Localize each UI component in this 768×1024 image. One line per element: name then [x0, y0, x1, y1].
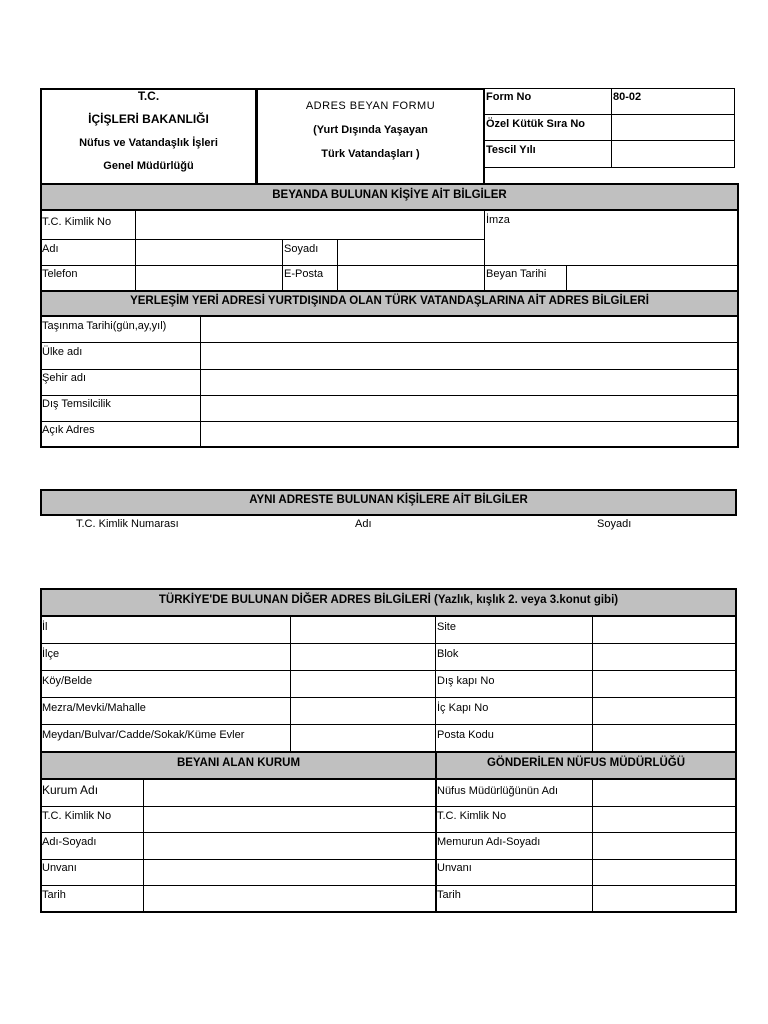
same-address-col-tc: T.C. Kimlik Numarası [76, 518, 179, 530]
turkey-address-section-title: TÜRKİYE'DE BULUNAN DİĞER ADRES BİLGİLERİ (Yazlık, kışlık 2. veya 3.konut gibi) [40, 588, 737, 617]
outer-door-field[interactable] [594, 672, 735, 696]
date-field[interactable] [568, 267, 736, 290]
turkey-right-row-outer-door: Dış kapı No [437, 675, 495, 687]
ministry-line3: Nüfus ve Vatandaşlık İşleri [79, 137, 218, 149]
office-name-field[interactable] [594, 781, 735, 805]
form-subtitle-line2: Türk Vatandaşları ) [321, 148, 420, 160]
phone-label: Telefon [42, 268, 78, 280]
street-field[interactable] [292, 726, 434, 751]
officer-title-field[interactable] [594, 861, 735, 884]
turkey-left-row-village: Köy/Belde [42, 675, 93, 687]
ministry-line1: T.C. [137, 89, 160, 103]
turkey-right-row-inner-door: İç Kapı No [437, 702, 489, 714]
turkey-right-row-site: Site [437, 621, 456, 633]
neighborhood-field[interactable] [292, 699, 434, 723]
registry-label: Özel Kütük Sıra No [486, 118, 586, 130]
turkey-left-row-district: İlçe [42, 648, 60, 660]
declarant-section-title: BEYANDA BULUNAN KİŞİYE AİT BİLGİLER [40, 183, 739, 211]
receiving-left-row-tc: T.C. Kimlik No [42, 810, 112, 822]
receiving-left-title: BEYANI ALAN KURUM [40, 751, 437, 780]
village-field[interactable] [292, 672, 434, 696]
name-label: Adı [42, 243, 59, 255]
country-field[interactable] [202, 344, 736, 368]
consulate-field[interactable] [202, 397, 736, 420]
ministry-line4: Genel Müdürlüğü [103, 160, 194, 172]
receiving-title-field[interactable] [145, 861, 434, 884]
date-label: Beyan Tarihi [486, 268, 547, 280]
province-field[interactable] [292, 618, 434, 642]
abroad-row-consulate: Dış Temsilcilik [42, 398, 111, 410]
form-subtitle-line1: (Yurt Dışında Yaşayan [313, 124, 428, 136]
receiving-right-row-tc: T.C. Kimlik No [437, 810, 507, 822]
office-tc-field[interactable] [594, 808, 735, 831]
name-field[interactable] [137, 241, 281, 264]
receiving-left-row-title: Unvanı [42, 862, 77, 874]
signature-field[interactable] [486, 228, 736, 264]
registry-field[interactable] [612, 115, 734, 139]
institution-field[interactable] [145, 781, 434, 805]
receiving-left-row-name: Adı-Soyadı [42, 836, 97, 848]
turkey-left-row-neighborhood: Mezra/Mevki/Mahalle [42, 702, 146, 714]
receiving-right-title: GÖNDERİLEN NÜFUS MÜDÜRLÜĞÜ [435, 751, 737, 780]
registration-year-field[interactable] [612, 141, 734, 167]
signature-label: İmza [486, 214, 510, 226]
city-field[interactable] [202, 371, 736, 394]
office-date-field[interactable] [594, 887, 735, 911]
turkey-left-row-province: İl [42, 621, 48, 633]
turkey-left-row-street: Meydan/Bulvar/Cadde/Sokak/Küme Evler [42, 729, 245, 741]
receiving-tc-field[interactable] [145, 808, 434, 831]
receiving-date-field[interactable] [145, 887, 434, 911]
turkey-right-row-block: Blok [437, 648, 459, 660]
receiving-right-row-title: Unvanı [437, 862, 472, 874]
receiving-right-row-office: Nüfus Müdürlüğünün Adı [437, 785, 559, 797]
form-no-value: 80-02 [613, 91, 642, 103]
postal-code-field[interactable] [594, 726, 735, 751]
email-label: E-Posta [284, 268, 324, 280]
abroad-row-city: Şehir adı [42, 372, 87, 384]
same-address-col-surname: Soyadı [597, 518, 632, 530]
block-field[interactable] [594, 645, 735, 669]
tc-label: T.C. Kimlik No [42, 216, 112, 228]
tc-field[interactable] [137, 212, 482, 237]
ministry-name: İÇİŞLERİ BAKANLIĞI [88, 112, 209, 126]
same-address-section-title: AYNI ADRESTE BULUNAN KİŞİLERE AİT BİLGİLER [40, 489, 737, 516]
turkey-right-row-postal: Posta Kodu [437, 729, 494, 741]
registration-year-label: Tescil Yılı [486, 144, 536, 156]
same-address-col-name: Adı [355, 518, 372, 530]
site-field[interactable] [594, 618, 735, 642]
email-field[interactable] [339, 267, 483, 290]
phone-field[interactable] [137, 267, 281, 290]
form-title: ADRES BEYAN FORMU [305, 100, 436, 112]
receiving-right-row-officer: Memurun Adı-Soyadı [437, 836, 541, 848]
open-address-field[interactable] [202, 423, 736, 446]
surname-label: Soyadı [284, 243, 319, 255]
abroad-row-move-date: Taşınma Tarihi(gün,ay,yıl) [42, 320, 167, 332]
form-no-label: Form No [486, 91, 532, 103]
surname-field[interactable] [339, 241, 483, 264]
inner-door-field[interactable] [594, 699, 735, 723]
receiving-name-field[interactable] [145, 834, 434, 858]
receiving-right-row-date: Tarih [437, 889, 461, 901]
abroad-row-open-address: Açık Adres [42, 424, 95, 436]
move-date-field[interactable] [202, 318, 736, 341]
abroad-section-title: YERLEŞİM YERİ ADRESİ YURTDIŞINDA OLAN TÜRK VATANDAŞLARINA AİT ADRES BİLGİLERİ [40, 290, 739, 317]
receiving-left-row-date: Tarih [42, 889, 66, 901]
receiving-left-row-institution: Kurum Adı [42, 783, 99, 797]
abroad-row-country: Ülke adı [42, 346, 83, 358]
officer-name-field[interactable] [594, 834, 735, 858]
district-field[interactable] [292, 645, 434, 669]
